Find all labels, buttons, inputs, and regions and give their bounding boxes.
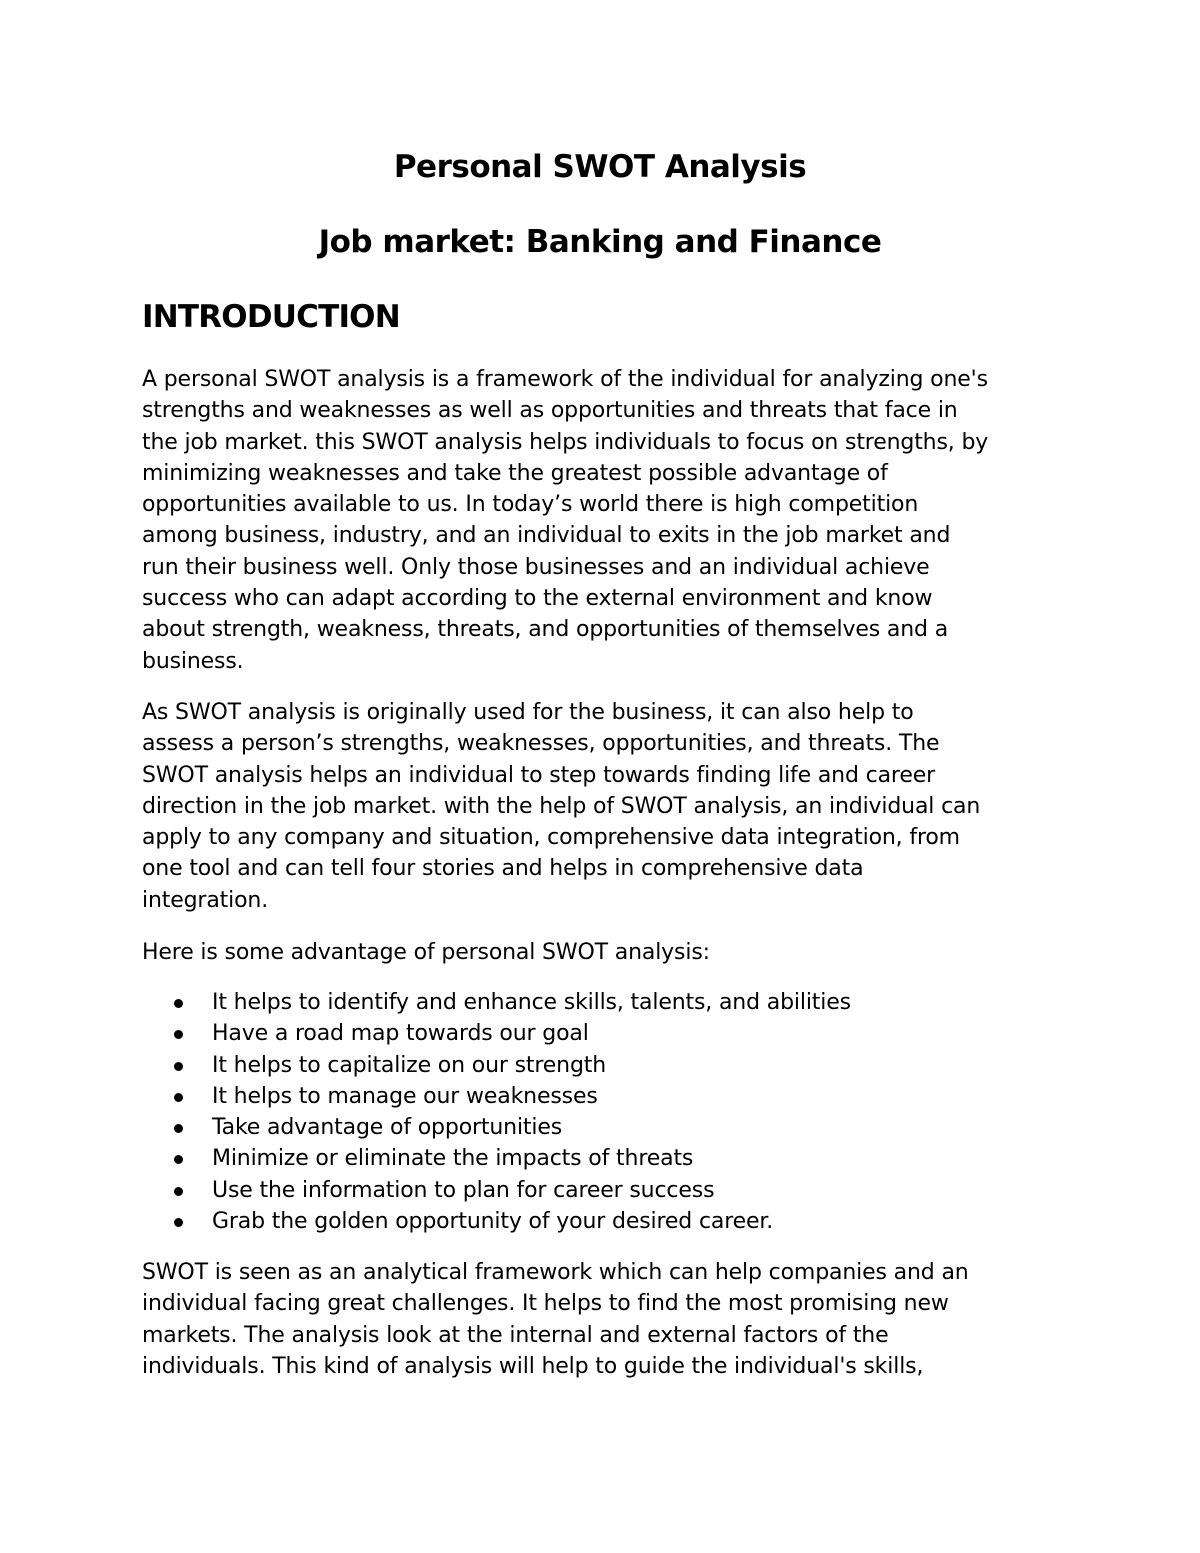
paragraph-line: individuals. This kind of analysis will help to guide the individual's skills, xyxy=(142,1353,924,1379)
paragraph-line: minimizing weaknesses and take the greatest possible advantage of xyxy=(142,460,888,486)
paragraph-advantage-lead xyxy=(142,937,1072,968)
list-item-text: Use the information to plan for career success xyxy=(212,1177,715,1203)
paragraph-line: business. xyxy=(142,648,244,674)
paragraph-line: the job market. this SWOT analysis helps individuals to focus on strengths, by xyxy=(142,429,989,455)
paragraph-swot-framework xyxy=(142,1257,1072,1382)
bullet-icon xyxy=(174,999,183,1008)
bullet-icon xyxy=(174,1030,183,1039)
paragraph-line: about strength, weakness, threats, and opportunities of themselves and a xyxy=(142,617,949,643)
paragraph-intro xyxy=(142,364,1072,677)
list-item-text: It helps to capitalize on our strength xyxy=(212,1052,607,1078)
paragraph-line: integration. xyxy=(142,887,269,913)
paragraph-line: Here is some advantage of personal SWOT analysis: xyxy=(142,940,710,965)
bullet-icon xyxy=(174,1187,183,1196)
paragraph-line: SWOT is seen as an analytical framework which can help companies and an xyxy=(142,1260,969,1285)
advantages-list xyxy=(142,987,1072,1237)
document-subtitle: Job market: Banking and Finance xyxy=(318,224,882,260)
paragraph-line: opportunities available to us. In today’s world there is high competition xyxy=(142,492,919,518)
list-item xyxy=(142,1175,1072,1206)
paragraph-line: individual facing great challenges. It helps to find the most promising new xyxy=(142,1291,949,1317)
list-item xyxy=(142,1050,1072,1081)
paragraph-line: direction in the job market. with the help of SWOT analysis, an individual can xyxy=(142,793,981,819)
paragraph-line: markets. The analysis look at the internal and external factors of the xyxy=(142,1322,889,1348)
paragraph-line: apply to any company and situation, comprehensive data integration, from xyxy=(142,825,960,851)
paragraph-line: SWOT analysis helps an individual to step towards finding life and career xyxy=(142,762,935,788)
list-item-text: Grab the golden opportunity of your desired career. xyxy=(212,1209,774,1235)
bullet-icon xyxy=(174,1093,183,1102)
paragraph-line: among business, industry, and an individual to exits in the job market and xyxy=(142,523,951,549)
paragraph-line: strengths and weaknesses as well as opportunities and threats that face in xyxy=(142,398,958,424)
list-item xyxy=(142,1018,1072,1049)
paragraph-line: success who can adapt according to the external environment and know xyxy=(142,586,933,612)
bullet-icon xyxy=(174,1062,183,1071)
document-title: Personal SWOT Analysis xyxy=(393,149,807,185)
paragraph-line: assess a person’s strengths, weaknesses, opportunities, and threats. The xyxy=(142,731,940,757)
list-item xyxy=(142,987,1072,1018)
bullet-icon xyxy=(174,1155,183,1164)
list-item-text: Have a road map towards our goal xyxy=(212,1021,589,1047)
list-item-text: Minimize or eliminate the impacts of threats xyxy=(212,1146,694,1172)
paragraph-line: A personal SWOT analysis is a framework of the individual for analyzing one's xyxy=(142,367,988,392)
bullet-icon xyxy=(174,1218,183,1227)
list-item xyxy=(142,1081,1072,1112)
list-item xyxy=(142,1143,1072,1174)
list-item-text: It helps to identify and enhance skills, talents, and abilities xyxy=(212,990,851,1015)
paragraph-line: As SWOT analysis is originally used for the business, it can also help to xyxy=(142,700,914,725)
list-item xyxy=(142,1112,1072,1143)
paragraph-line: one tool and can tell four stories and helps in comprehensive data xyxy=(142,856,864,882)
list-item-text: Take advantage of opportunities xyxy=(212,1115,563,1141)
list-item-text: It helps to manage our weaknesses xyxy=(212,1083,598,1109)
bullet-icon xyxy=(174,1124,183,1133)
paragraph-origin xyxy=(142,697,1072,916)
section-heading-introduction: INTRODUCTION xyxy=(142,299,400,335)
list-item xyxy=(142,1206,1072,1237)
paragraph-line: run their business well. Only those businesses and an individual achieve xyxy=(142,554,930,580)
